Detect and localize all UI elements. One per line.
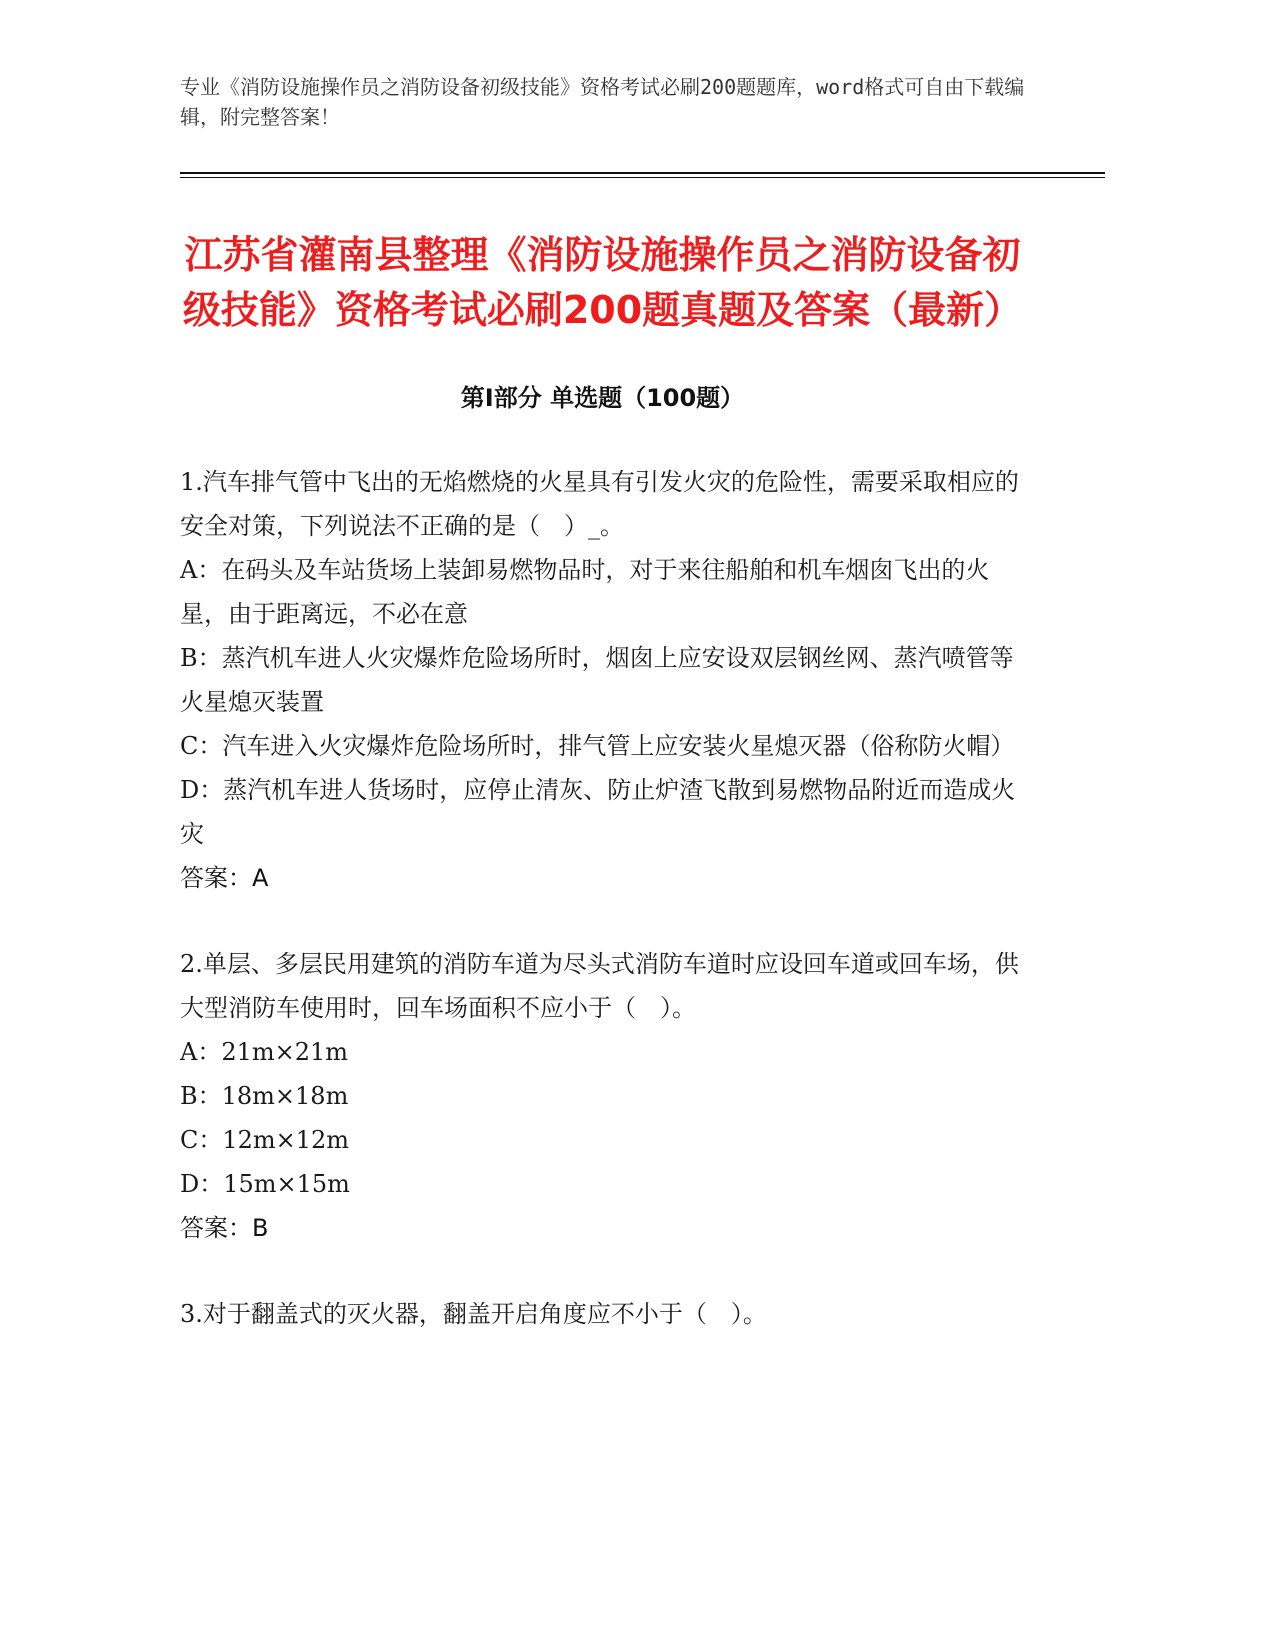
option-b: B：18m×18m (180, 1082, 349, 1110)
answer-label: 答案： (180, 864, 252, 892)
option-b: B：蒸汽机车进人火灾爆炸危险场所时，烟囱上应安设双层钢丝网、蒸汽喷管等火星熄灭装置 (180, 644, 1014, 716)
header-rule-thin (180, 177, 1105, 178)
question-stem: 3.对于翻盖式的灭火器，翻盖开启角度应不小于（ ）。 (180, 1300, 767, 1328)
option-d: D：15m×15m (180, 1170, 350, 1198)
answer-label: 答案： (180, 1214, 252, 1242)
option-d: D：蒸汽机车进人货场时，应停止清灰、防止炉渣飞散到易燃物品附近而造成火灾 (180, 776, 1016, 848)
question-2 (180, 942, 1105, 1250)
answer-line (180, 1206, 1105, 1250)
question-stem: 1.汽车排气管中飞出的无焰燃烧的火星具有引发火灾的危险性，需要采取相应的安全对策，下列说法不正确的是（ ）_。 (180, 468, 1019, 540)
option-c: C：汽车进入火灾爆炸危险场所时，排气管上应安装火星熄灭器（俗称防火帽） (180, 732, 1015, 760)
answer-line (180, 856, 1105, 900)
header-note: 专业《消防设施操作员之消防设备初级技能》资格考试必刷200题题库，word格式可自由下载编辑，附完整答案！ (180, 75, 1025, 129)
section-heading: 第Ⅰ部分 单选题（100题） (460, 384, 745, 412)
answer-value: A (252, 864, 269, 892)
question-stem: 2.单层、多层民用建筑的消防车道为尽头式消防车道时应设回车道或回车场，供大型消防车使用时，回车场面积不应小于（ ）。 (180, 950, 1019, 1022)
answer-value: B (252, 1214, 269, 1242)
document-title: 江苏省灌南县整理《消防设施操作员之消防设备初级技能》资格考试必刷200题真题及答案（最新） (182, 233, 1023, 332)
option-a: A：在码头及车站货场上装卸易燃物品时，对于来往船舶和机车烟囱飞出的火星，由于距离远，不必在意 (180, 556, 990, 628)
option-a: A：21m×21m (180, 1038, 349, 1066)
header-rule-thick (180, 172, 1105, 174)
question-3 (180, 1292, 1105, 1336)
option-c: C：12m×12m (180, 1126, 350, 1154)
question-1 (180, 460, 1105, 900)
document-page (180, 72, 1105, 1336)
